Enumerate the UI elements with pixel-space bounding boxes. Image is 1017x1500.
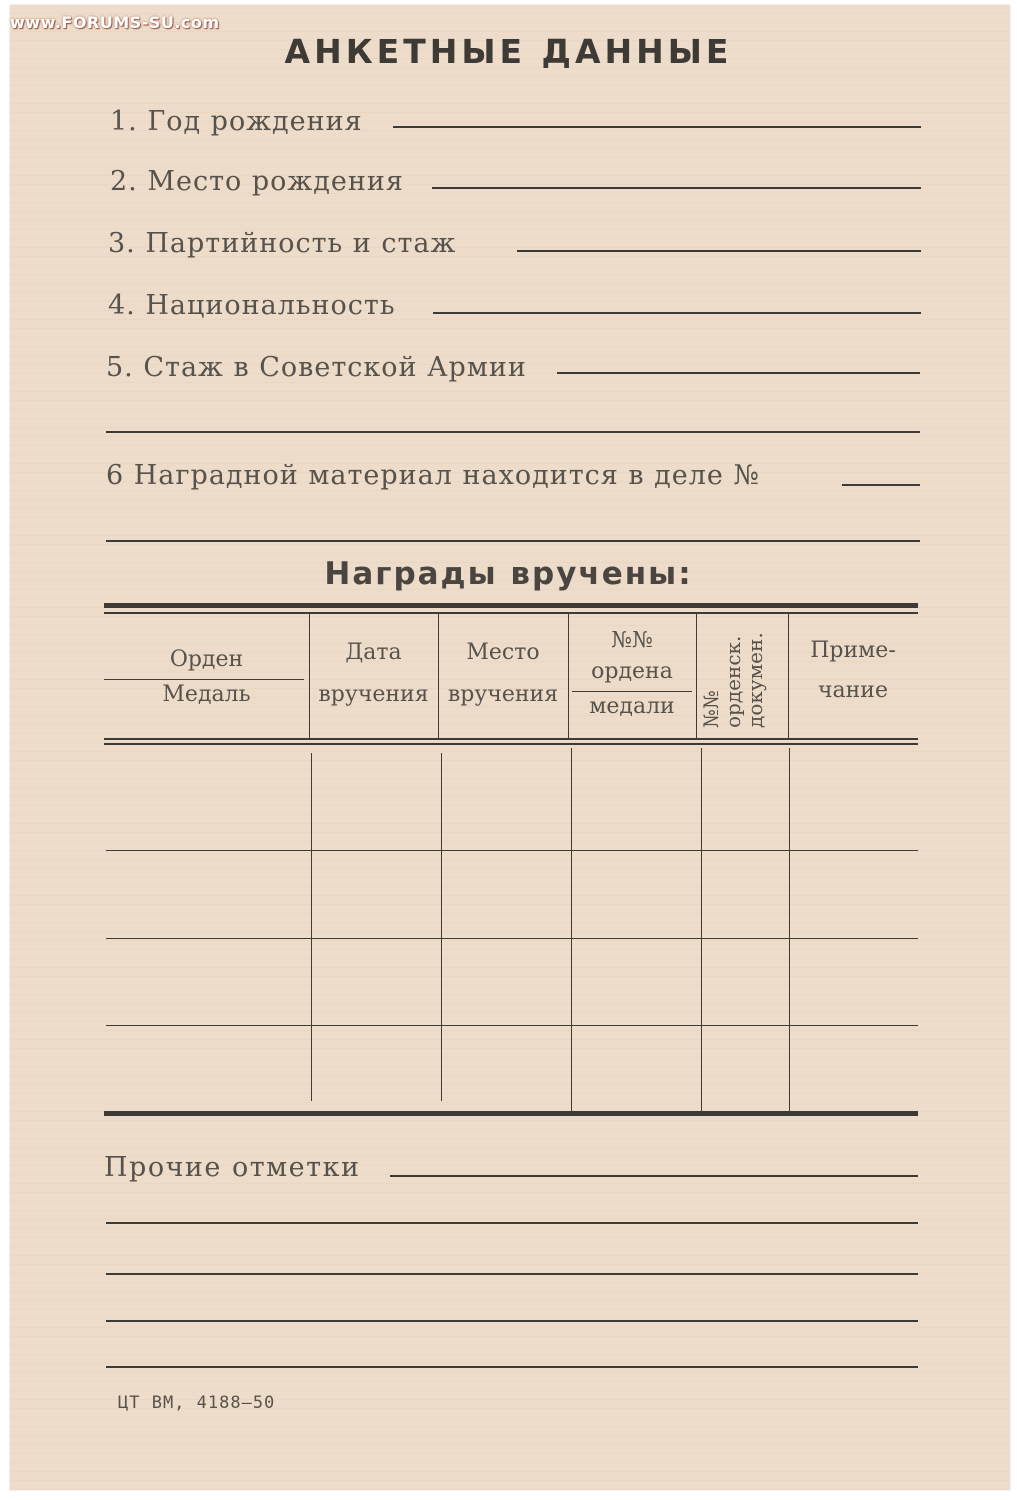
header-col-sep-2 (438, 614, 439, 738)
header-col-sep-4 (696, 614, 697, 738)
other-marks-line-2 (106, 1222, 918, 1224)
field-award-file-line-2 (106, 540, 920, 542)
body-col-sep-4 (701, 748, 702, 1111)
table-row-line-3 (106, 1025, 918, 1026)
header-nn-order: ордена (591, 659, 673, 684)
field-army-service-label: 5. Стаж в Советской Армии (106, 352, 527, 383)
header-medal: Медаль (162, 682, 251, 707)
table-bottom-rule (104, 1111, 918, 1116)
body-col-sep-3 (571, 748, 572, 1111)
field-army-service-line-2 (106, 431, 920, 433)
table-row-line-2 (106, 938, 918, 939)
header-place-bottom: вручения (447, 682, 559, 707)
table-top-rule (104, 603, 918, 608)
header-date-top: Дата (345, 640, 402, 665)
header-nn: №№ (611, 628, 653, 653)
other-marks-label: Прочие отметки (104, 1152, 361, 1183)
header-place-top: Место (466, 640, 540, 665)
field-party-line (517, 250, 921, 252)
field-army-service-line (557, 372, 920, 374)
header-note-bottom: чание (817, 678, 888, 703)
body-col-sep-2 (441, 753, 442, 1101)
field-birth-year-label: 1. Год рождения (110, 106, 363, 137)
header-date-bottom: вручения (318, 682, 429, 707)
watermark: www.FORUMS-SU.com (10, 13, 220, 32)
form-title: АНКЕТНЫЕ ДАННЫЕ (284, 32, 733, 71)
header-col-sep-1 (309, 614, 310, 738)
header-bottom-rule-2 (104, 743, 918, 745)
field-birth-year-line (393, 126, 921, 128)
table-row-line-1 (106, 850, 918, 851)
print-code: ЦТ ВМ, 4188—50 (118, 1393, 276, 1413)
field-birth-place-label: 2. Место рождения (110, 166, 404, 197)
field-award-file-label: 6 Наградной материал находится в деле № (106, 460, 761, 491)
header-nn-medal: медали (589, 694, 675, 719)
field-nationality-line (433, 312, 921, 314)
other-marks-line-5 (106, 1366, 918, 1368)
field-birth-place-line (432, 187, 921, 189)
header-order: Орден (169, 647, 244, 672)
header-note-top: Приме- (810, 638, 896, 663)
header-doc-nn: №№ (699, 690, 723, 728)
field-nationality-label: 4. Национальность (108, 290, 396, 321)
field-award-file-line (842, 484, 920, 486)
body-col-sep-5 (789, 748, 790, 1111)
table-top-rule-thin (104, 612, 918, 614)
other-marks-line-4 (106, 1320, 918, 1322)
other-marks-line-3 (106, 1273, 918, 1275)
header-doc-document: докумен. (743, 632, 767, 728)
body-col-sep-1 (311, 753, 312, 1101)
other-marks-line-1 (390, 1175, 918, 1177)
awards-title: Награды вручены: (324, 556, 693, 592)
header-doc-order: орденск. (721, 635, 745, 728)
header-bottom-rule-1 (104, 738, 918, 740)
field-party-label: 3. Партийность и стаж (108, 228, 457, 259)
